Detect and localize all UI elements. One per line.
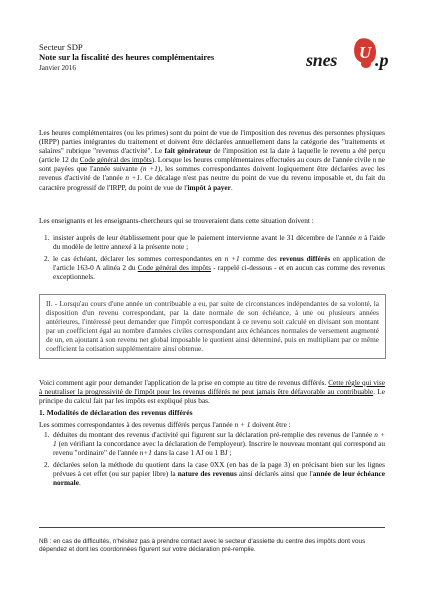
intro-text: ne sont payées que l'année suivante (39, 155, 385, 174)
list-text: déclarées selon la méthode du quotient dans la case 0XX (en bas de la page 3) en précisant bien sur les lignes prévues à cet effet (ou sur papier libre) la (53, 460, 385, 479)
list-number: 1. (44, 233, 50, 242)
intro-text: Les heures complémentaires (ou les primes) sont du point de vue de l'imposition des revenus des personnes physiques (IRPP) parties intégrantes du traitement et doivent être déclarées annuellement dans la catégorie des "traitements et salaires" rubrique "revenus d'activité". Le (39, 128, 385, 156)
list-bold: nature des revenus (177, 469, 237, 479)
list-text: (en vérifiant la concordance avec la déclaration de l'employeur). Inscrire le nouveau montant qui correspond au revenu "ordinaire" de l'année (53, 439, 385, 458)
intro-italic: n (372, 155, 377, 165)
list-italic: n (358, 233, 362, 242)
footnote: NB : en cas de difficultés, n'hésitez pas à prendre contact avec le secteur d'assiette du centre des impôts dont vous dépendez et dont les coordonnées figurent sur votre déclaration pré-remplie. (39, 538, 366, 554)
intro-text: de l'imposition est la date à laquelle le revenu a été perçu (article 12 du (39, 146, 385, 165)
list-text: dans la case 1 AJ ou 1 BJ ; (151, 448, 232, 458)
logo-text-left: snes (306, 50, 338, 70)
list-number: 1. (44, 430, 50, 439)
list-item (39, 233, 385, 251)
intro-bold: fait générateur (164, 146, 212, 156)
action-list (39, 233, 385, 284)
section-heading: 1. Modalités de déclaration des revenus différés (39, 408, 193, 417)
section-text: doivent être : (250, 420, 291, 429)
list-bold: année de leur échéance normale (53, 469, 386, 488)
section-intro (39, 420, 385, 429)
teachers-paragraph: Les enseignants et les enseignants-chercheurs qui se trouveraient dans cette situation doivent : (39, 216, 314, 225)
logo-text-right: .p (375, 50, 389, 70)
list-number: 2. (44, 460, 50, 470)
document-title: Note sur la fiscalité des heures complémentaires (39, 52, 215, 63)
procedure-text: . Le principe du calcul fait par les impôts est expliqué plus bas. (39, 387, 385, 406)
list-item (39, 460, 385, 487)
intro-italic: (n +1) (140, 164, 161, 174)
procedure-underline: Cette règle qui vise à neutraliser la progressivité de l'impôt pour les revenus différés ne peut jamais être défavorable au contribuable (39, 378, 385, 397)
procedure-paragraph (39, 378, 385, 405)
logo-text-u: U (359, 43, 372, 62)
intro-paragraph (39, 128, 385, 192)
list-item (39, 430, 385, 457)
intro-text: ). Lorsque les heures complémentaires effectuées au cours de l'année civile (151, 155, 373, 165)
procedure-text: Voici comment agir pour demander l'application de la prise en compte au titre de revenus différés. (39, 378, 329, 387)
law-quote-box: II. - Lorsqu'au cours d'une année un contribuable a eu, par suite de circonstances indépendantes de sa volonté, la disposition d'un revenu correspondant, par la date normale de son échéance, à une ou plusieurs années antérieures, l'intéressé peut demander que l'impôt correspondant à ce revenu soit calculé en divisant son montant par un coefficient égal au nombre d'années civiles correspondant aux échéances normales de versement augmenté de un, en ajoutant à son revenu net global imposable le quotient ainsi déterminé, puis en multipliant par ce même coefficient la cotisation supplémentaire ainsi obtenue. (39, 294, 386, 359)
sector-label: Secteur SDP (39, 42, 83, 52)
declaration-list (39, 430, 385, 491)
intro-text: . Ce décalage n'est pas neutre du point de vue du revenu imposable et, du fait du caractère progressif de l'IRPP, du point de vue de l' (39, 173, 386, 192)
list-number: 2. (44, 254, 50, 264)
list-text: à l'aide du modèle de lettre annexé à la présente note ; (53, 233, 386, 252)
intro-text: . (230, 182, 233, 192)
list-text: . (78, 478, 81, 488)
section-text: Les sommes correspondantes à des revenus différés perçus l'année (39, 420, 235, 429)
intro-text: , les sommes correspondantes doivent logiquement être déclarées avec les revenus d'activité de l'année (39, 164, 385, 183)
list-text: en application de l'article 163-0 A alinéa 2 du (53, 254, 386, 273)
list-text: comme des (239, 254, 280, 264)
list-text: déduites du montant des revenus d'activité qui figurent sur la déclaration pré-remplie des revenus de l'année (53, 430, 375, 439)
section-italic: n + 1 (234, 420, 251, 429)
intro-bold: impôt à payer (187, 182, 231, 192)
list-item (39, 254, 385, 281)
list-text: insister auprès de leur établissement pour que le paiement intervienne avant le 31 décembre de l'année (53, 233, 359, 242)
cgi-link: Code général des impôts (79, 155, 152, 165)
list-text: - rappelé ci-dessous - et en aucun cas comme des revenus exceptionnels. (53, 263, 385, 282)
cgi-link: Code général des impôts (137, 263, 211, 273)
list-text: le cas échéant, déclarer les sommes correspondantes en (53, 254, 225, 264)
document-date: Janvier 2016 (39, 64, 76, 73)
list-italic: n +1 (224, 254, 240, 264)
document-header (39, 42, 214, 74)
intro-italic: n +1 (125, 173, 141, 183)
footer-divider (39, 527, 385, 528)
list-italic: n+1 (139, 448, 152, 458)
snesup-logo (306, 36, 390, 76)
list-italic: n + 1 (53, 430, 385, 449)
list-text: ainsi déclarés ainsi que l' (236, 469, 313, 479)
list-bold: revenus différés (279, 254, 331, 264)
